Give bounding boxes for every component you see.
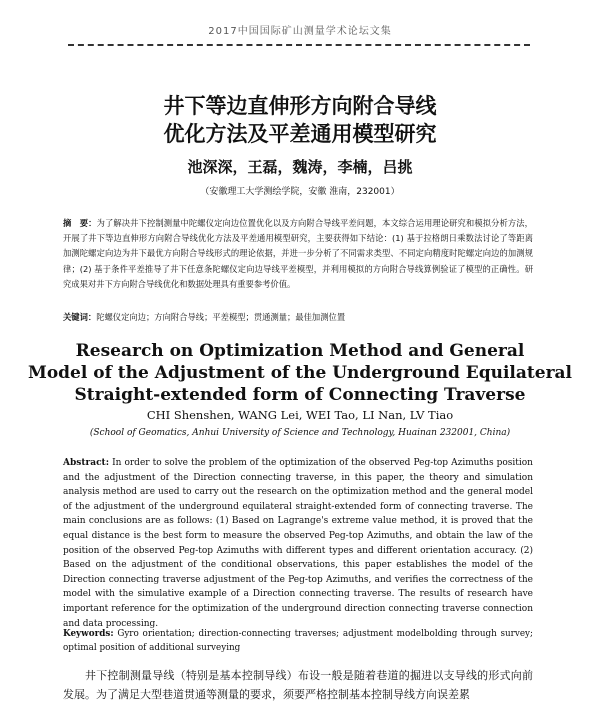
english-abstract-label: Abstract: bbox=[63, 458, 110, 468]
english-authors: CHI Shenshen, WANG Lei, WEI Tao, LI Nan, LV Tiao bbox=[146, 408, 454, 422]
chinese-keywords bbox=[63, 311, 533, 323]
english-keywords-label: Keywords: bbox=[63, 629, 114, 639]
chinese-abstract-label: 摘 要： bbox=[63, 218, 97, 228]
english-title-line-2: Model of the Adjustment of the Underground Equilateral bbox=[28, 363, 572, 383]
chinese-title-line-1: 井下等边直伸形方向附合导线 bbox=[163, 94, 437, 118]
english-keywords-text: Gyro orientation; direction-connecting traverses; adjustment modelbolding through survey; optimal position of additional surveying bbox=[63, 629, 533, 653]
chinese-title-line-2: 优化方法及平差通用模型研究 bbox=[163, 122, 437, 146]
chinese-keywords-text: 陀螺仪定向边；方向附合导线；平差模型；贯通测量；最佳加测位置 bbox=[96, 312, 346, 322]
running-header: 2017中国国际矿山测量学术论坛文集 bbox=[208, 26, 392, 37]
body-paragraph: 井下控制测量导线（特别是基本控制导线）布设一般是随着巷道的掘进以支导线的形式向前发展。为了满足大型巷道贯通等测量的要求，须要严格控制基本控制导线方向误差累 bbox=[63, 669, 533, 701]
chinese-abstract bbox=[63, 216, 533, 292]
chinese-title bbox=[0, 92, 600, 148]
chinese-keywords-label: 关键词： bbox=[63, 312, 97, 322]
english-affiliation: (School of Geomatics, Anhui University of Science and Technology, Huainan 232001, China) bbox=[89, 428, 511, 438]
english-title bbox=[0, 340, 600, 406]
chinese-abstract-text: 为了解决井下控制测量中陀螺仪定向边位置优化以及方向附合导线平差问题，本文综合运用理论研究和模拟分析方法，开展了井下等边直伸形方向附合导线优化方法及平差通用模型研究，主要获得如下结论：(1) 基于拉格朗日乘数法讨论了等距离加测陀螺定向边为井下最优方向附合导线形式的理论依据，并进一步分析了不同需求类型、不同定向精度时陀螺定向边的加测规律；(2) 基于条件平差推导了井下任意条陀螺仪定向边导线平差模型，并利用模拟的方向附合导线算例验证了模型的正确性。研究成果对井下方向附合导线优化和数据处理具有重要参考价值。 bbox=[63, 218, 533, 289]
english-abstract bbox=[63, 456, 533, 631]
english-title-line-1: Research on Optimization Method and General bbox=[75, 341, 525, 361]
chinese-affiliation: （安徽理工大学测绘学院，安徽 淮南，232001） bbox=[200, 187, 400, 197]
header-divider bbox=[68, 44, 530, 46]
chinese-authors: 池深深，王磊，魏涛，李楠，吕挑 bbox=[187, 158, 413, 176]
english-abstract-text: In order to solve the problem of the optimization of the observed Peg-top Azimuths position and the adjustment of the Direction connecting traverse, in this paper, the theory and simulation analysis method are used to carry out the research on the optimization method and the general model of the adjustment of the underground equilateral straight-extended form of connecting traverse. The main conclusions are as follows: (1) Based on Lagrange's extreme value method, it is proved that the equal distance is the best form to measure the observed Peg-top Azimuths, and obtain the law of the position of the observed Peg-top Azimuths with different types and different orientation accuracy. (2) Based on the adjustment of the conditional observations, this paper establishes the model of the Direction connecting traverse adjustment of the Peg-top Azimuths, and verifies the correctness of the model with the simulative example of a Direction connecting traverse. The results of research have important reference for the optimization of the underground direction connecting traverse connection and data processing. bbox=[63, 458, 533, 629]
english-title-line-3: Straight-extended form of Connecting Traverse bbox=[74, 385, 526, 405]
english-keywords bbox=[63, 627, 533, 655]
